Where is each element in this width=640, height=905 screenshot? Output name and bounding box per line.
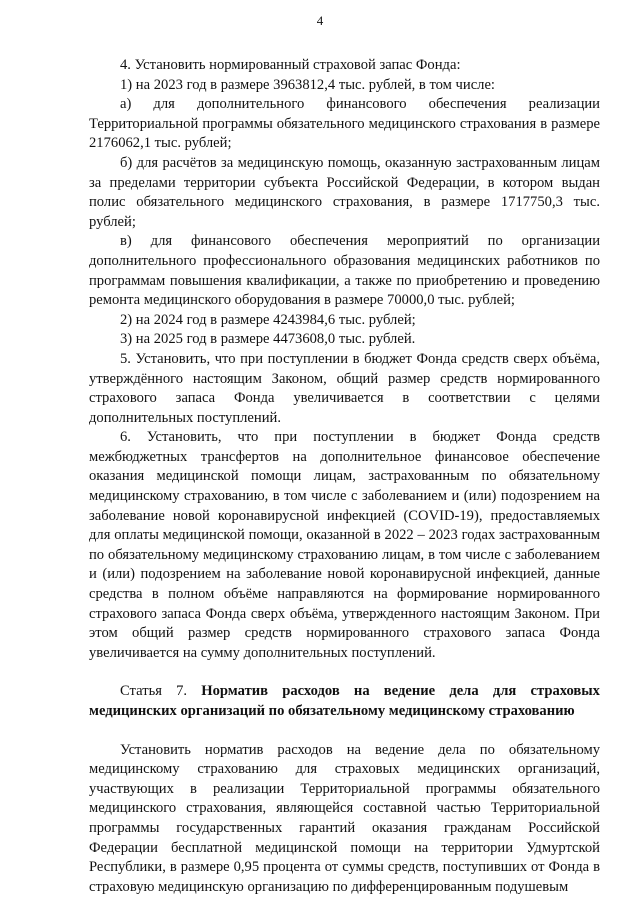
paragraph: 5. Установить, что при поступлении в бюджет Фонда средств сверх объёма, утверждённого настоящим Законом, общий размер средств нормированного страхового запаса Фонда увеличивается в соответствии с целями дополнительных поступлений. [89,350,600,426]
paragraph: 3) на 2025 год в размере 4473608,0 тыс. рублей. [120,331,416,348]
article-heading [89,682,600,721]
article-prefix: Статья 7. [120,683,188,700]
document-body [89,56,600,897]
paragraph: б) для расчётов за медицинскую помощь, оказанную застрахованным лицам за пределами территории субъекта Российской Федерации, в котором выдан полис обязательного медицинского страхования, в размере 1717750,3 тыс. рублей; [89,154,600,230]
article-title: Норматив расходов на ведение дела для страховых медицинских организаций по обязательному медицинскому страхованию [89,683,600,719]
spacer [89,722,600,741]
page-number: 4 [316,13,324,28]
paragraph: а) для дополнительного финансового обеспечения реализации Территориальной программы обязательного медицинского страхования в размере 2176062,1 тыс. рублей; [89,96,600,152]
paragraph: в) для финансового обеспечения мероприятий по организации дополнительного профессионального образования медицинских работников по программам повышения квалификации, а также по приобретению и проведению ремонта медицинского оборудования в размере 70000,0 тыс. рублей; [89,233,600,309]
spacer [89,663,600,682]
paragraph: 4. Установить нормированный страховой запас Фонда: [120,57,461,73]
paragraph: Установить норматив расходов на ведение дела по обязательному медицинскому страхованию для страховых медицинских организаций, участвующих в реализации Территориальной программы обязательного медицинского страхования, являющейся составной частью Территориальной программы государственных гарантий оказания гражданам Российской Федерации бесплатной медицинской помощи на территории Удмуртской Республики, в размере 0,95 процента от суммы средств, поступивших от Фонда в страховую медицинскую организацию по дифференцированным подушевым [89,741,600,895]
paragraph: 1) на 2023 год в размере 3963812,4 тыс. рублей, в том числе: [120,76,495,93]
paragraph: 2) на 2024 год в размере 4243984,6 тыс. рублей; [120,311,416,328]
paragraph: 6. Установить, что при поступлении в бюджет Фонда средств межбюджетных трансфертов на дополнительное финансовое обеспечение оказания медицинской помощи лицам, застрахованным по обязательному медицинскому страхованию, в том числе с заболеванием и (или) подозрением на заболевание новой коронавирусной инфекцией (COVID-19), предоставляемых для оплаты медицинской помощи, оказанной в 2022 – 2023 годах застрахованным по обязательному медицинскому страхованию лицам, в том числе с заболеванием и (или) подозрением на заболевание новой коронавирусной инфекцией, данные средства в полном объёме направляются на формирование нормированного страхового запаса Фонда сверх объёма, утвержденного настоящим Законом. При этом общий размер средств нормированного страхового запаса Фонда увеличивается на сумму дополнительных поступлений. [89,429,600,661]
